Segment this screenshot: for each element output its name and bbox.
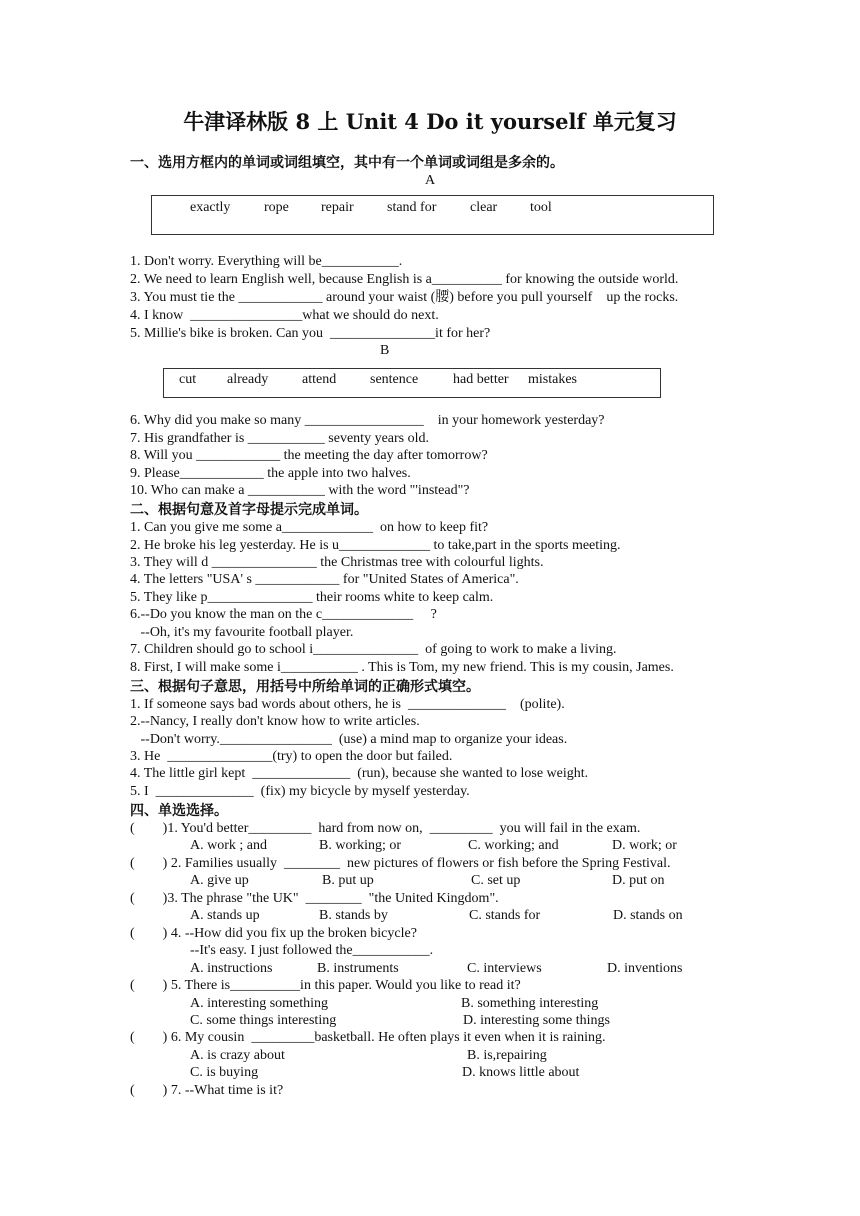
mc-option: A. work ; and	[190, 838, 267, 853]
question-line: 6. Why did you make so many _________________ in your homework yesterday?	[130, 413, 605, 428]
section-heading-2: 二、根据句意及首字母提示完成单词。	[130, 502, 368, 518]
mc-option: A. instructions	[190, 961, 273, 976]
word-box-item: already	[227, 372, 269, 387]
section-heading-4: 四、单选选择。	[130, 803, 228, 819]
mc-option: D. put on	[612, 873, 665, 888]
question-line: 4. The little girl kept ______________ (run), because she wanted to lose weight.	[130, 766, 589, 781]
question-line: 4. The letters "USA' s ____________ for "United States of America".	[130, 572, 519, 587]
mc-option: C. working; and	[468, 838, 559, 853]
mc-option: B. instruments	[317, 961, 399, 976]
question-line: 2.--Nancy, I really don't know how to write articles.	[130, 714, 420, 729]
mc-option: D. inventions	[607, 961, 683, 976]
mc-option: C. interviews	[467, 961, 542, 976]
page-title: 牛津译林版 8 上 Unit 4 Do it yourself 单元复习	[183, 109, 677, 134]
mc-question-reply: --It's easy. I just followed the___________.	[190, 943, 434, 958]
mc-option: C. set up	[471, 873, 521, 888]
question-line: 5. Millie's bike is broken. Can you _______________it for her?	[130, 326, 491, 341]
question-line: 9. Please____________ the apple into two halves.	[130, 466, 411, 481]
question-line: 1. Can you give me some a_____________ on how to keep fit?	[130, 520, 489, 535]
word-box-item: had better	[453, 372, 509, 387]
question-line: --Oh, it's my favourite football player.	[130, 625, 354, 640]
word-box-item: clear	[470, 200, 498, 215]
word-box-item: attend	[302, 372, 337, 387]
box-b-label: B	[380, 343, 390, 358]
word-box-item: stand for	[387, 200, 437, 215]
question-line: --Don't worry.________________ (use) a mind map to organize your ideas.	[130, 732, 568, 747]
question-line: 5. They like p_______________ their rooms white to keep calm.	[130, 590, 494, 605]
question-line: 2. He broke his leg yesterday. He is u_____________ to take,part in the sports meeting.	[130, 538, 621, 553]
mc-question: ( )3. The phrase "the UK" ________ "the United Kingdom".	[130, 891, 499, 906]
mc-option: B. working; or	[319, 838, 402, 853]
mc-option: B. put up	[322, 873, 374, 888]
mc-question: ( ) 7. --What time is it?	[130, 1083, 284, 1098]
mc-option: B. is,repairing	[467, 1048, 547, 1063]
question-line: 1. If someone says bad words about others, he is ______________ (polite).	[130, 697, 565, 712]
mc-option: B. something interesting	[461, 996, 599, 1011]
mc-question: ( )1. You'd better_________ hard from now on, _________ you will fail in the exam.	[130, 821, 641, 836]
question-line: 3. You must tie the ____________ around your waist (腰) before you pull yourself up the rocks.	[130, 290, 679, 305]
mc-question: ( ) 2. Families usually ________ new pictures of flowers or fish before the Spring Festival.	[130, 856, 671, 871]
mc-option: A. is crazy about	[190, 1048, 285, 1063]
word-box-a	[151, 195, 714, 235]
question-line: 3. They will d _______________ the Christmas tree with colourful lights.	[130, 555, 544, 570]
question-line: 3. He _______________(try) to open the door but failed.	[130, 749, 453, 764]
mc-option: A. give up	[190, 873, 249, 888]
section-heading-3: 三、根据句子意思，用括号中所给单词的正确形式填空。	[130, 679, 480, 695]
word-box-item: mistakes	[528, 372, 577, 387]
mc-option: A. interesting something	[190, 996, 329, 1011]
question-line: 8. Will you ____________ the meeting the day after tomorrow?	[130, 448, 488, 463]
word-box-item: exactly	[190, 200, 231, 215]
question-line: 5. I ______________ (fix) my bicycle by myself yesterday.	[130, 784, 470, 799]
mc-option: C. some things interesting	[190, 1013, 337, 1028]
word-box-item: rope	[264, 200, 289, 215]
question-line: 7. His grandfather is ___________ seventy years old.	[130, 431, 429, 446]
mc-option: C. stands for	[469, 908, 541, 923]
mc-option: B. stands by	[319, 908, 388, 923]
question-line: 6.--Do you know the man on the c_____________ ?	[130, 607, 437, 622]
mc-question: ( ) 6. My cousin _________basketball. He often plays it even when it is raining.	[130, 1030, 606, 1045]
mc-question: ( ) 5. There is__________in this paper. Would you like to read it?	[130, 978, 521, 993]
question-line: 10. Who can make a ___________ with the word "'instead"?	[130, 483, 470, 498]
question-line: 1. Don't worry. Everything will be___________.	[130, 254, 403, 269]
word-box-b	[163, 368, 661, 398]
word-box-item: cut	[179, 372, 197, 387]
question-line: 2. We need to learn English well, because English is a__________ for knowing the outside world.	[130, 272, 679, 287]
word-box-item: repair	[321, 200, 354, 215]
section-heading-1: 一、选用方框内的单词或词组填空，其中有一个单词或词组是多余的。	[130, 155, 564, 171]
mc-option: C. is buying	[190, 1065, 259, 1080]
question-line: 8. First, I will make some i___________ . This is Tom, my new friend. This is my cousin, James.	[130, 660, 674, 675]
word-box-item: tool	[530, 200, 552, 215]
mc-option: D. work; or	[612, 838, 677, 853]
mc-option: D. stands on	[613, 908, 683, 923]
mc-option: A. stands up	[190, 908, 260, 923]
box-a-label: A	[425, 173, 436, 188]
mc-option: D. knows little about	[462, 1065, 580, 1080]
mc-question: ( ) 4. --How did you fix up the broken bicycle?	[130, 926, 417, 941]
word-box-item: sentence	[370, 372, 419, 387]
question-line: 7. Children should go to school i_______________ of going to work to make a living.	[130, 642, 617, 657]
question-line: 4. I know ________________what we should do next.	[130, 308, 439, 323]
mc-option: D. interesting some things	[463, 1013, 610, 1028]
